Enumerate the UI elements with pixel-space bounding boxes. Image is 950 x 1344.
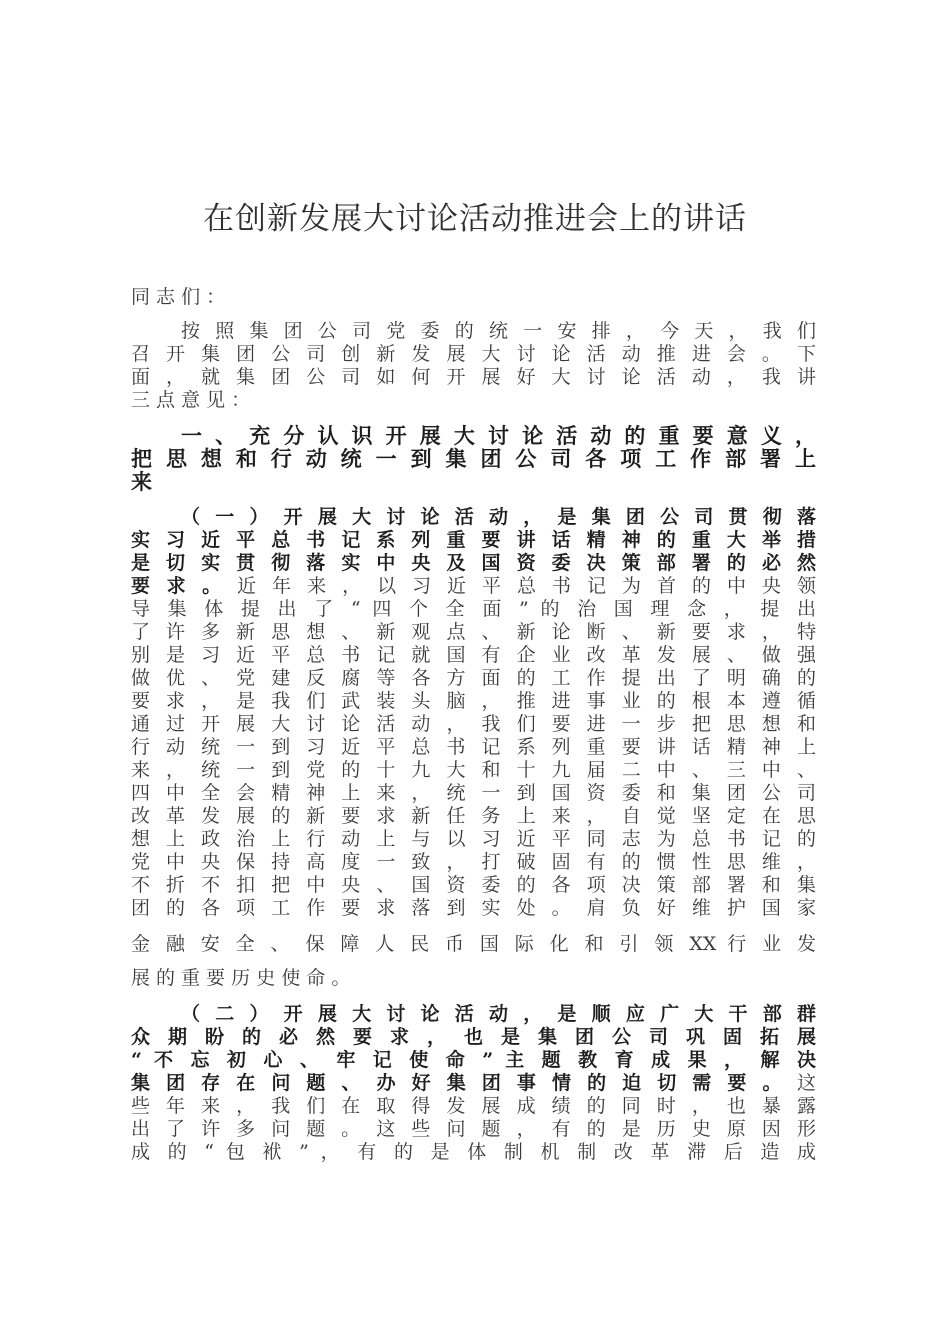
section-heading-1-line-3: 来	[131, 469, 152, 494]
body-line: 了 许 多 新 思 想 、 新 观 点 、 新 论 断 、 新 要 求 ， 特	[131, 621, 816, 643]
body-line: 来 ， 统 一 到 党 的 十 九 大 和 十 九 届 二 中 、 三 中 、	[131, 759, 816, 781]
body-line: 行 动 统 一 到 习 近 平 总 书 记 系 列 重 要 讲 话 精 神 上	[131, 736, 816, 758]
subsection-2-line-4	[131, 1071, 816, 1095]
subsection-1-bold-tail: 要 求 。	[131, 575, 227, 597]
body-line: 成 的 “ 包 袱 ” ， 有 的 是 体 制 机 制 改 革 滞 后 造 成	[131, 1141, 816, 1163]
subsection-2-line-1: （ 二 ） 开 展 大 讨 论 活 动 ， 是 顺 应 广 大 干 部 群	[181, 1003, 816, 1025]
body-line: 别 是 习 近 平 总 书 记 就 国 有 企 业 改 革 发 展 、 做 强	[131, 644, 816, 666]
body-line: 做 优 、 党 建 反 腐 等 各 方 面 的 工 作 提 出 了 明 确 的	[131, 667, 816, 689]
body-line: 展 的 重 要 历 史 使 命 。	[131, 967, 351, 989]
body-line: 团 的 各 项 工 作 要 求 落 到 实 处 。 肩 负 好 维 护 国 家	[131, 897, 816, 919]
body-line: 导 集 体 提 出 了 “ 四 个 全 面 ” 的 治 国 理 念 ， 提 出	[131, 598, 816, 620]
subsection-2-line-2: 众 期 盼 的 必 然 要 求 ， 也 是 集 团 公 司 巩 固 拓 展	[131, 1026, 816, 1048]
intro-line-1: 按 照 集 团 公 司 党 委 的 统 一 安 排 ， 今 天 ， 我 们	[181, 320, 816, 342]
section-heading-1-line-1: 一 、 充 分 认 识 开 展 大 讨 论 活 动 的 重 要 意 义 ，	[181, 423, 816, 448]
subsection-1-line-3: 是 切 实 贯 彻 落 实 中 央 及 国 资 委 决 策 部 署 的 必 然	[131, 552, 816, 574]
body-line: 些 年 来 ， 我 们 在 取 得 发 展 成 绩 的 同 时 ， 也 暴 露	[131, 1095, 816, 1117]
intro-line-2: 召 开 集 团 公 司 创 新 发 展 大 讨 论 活 动 推 进 会 。 下	[131, 343, 816, 365]
body-line: 金 融 安 全 、 保 障 人 民 币 国 际 化 和 引 领 XX 行 业 发	[131, 933, 816, 955]
intro-line-4: 三 点 意 见 ：	[131, 389, 251, 411]
subsection-2-body-start: 这	[786, 1072, 816, 1094]
subsection-1-line-1: （ 一 ） 开 展 大 讨 论 活 动 ， 是 集 团 公 司 贯 彻 落	[181, 506, 816, 528]
body-line: 不 折 不 扣 把 中 央 、 国 资 委 的 各 项 决 策 部 署 和 集	[131, 874, 816, 896]
body-line: 四 中 全 会 精 神 上 来 ， 统 一 到 国 资 委 和 集 团 公 司	[131, 782, 816, 804]
intro-line-3: 面 ， 就 集 团 公 司 如 何 开 展 好 大 讨 论 活 动 ， 我 讲	[131, 366, 816, 388]
salutation: 同 志 们 ：	[131, 286, 226, 308]
subsection-1-line-4	[131, 574, 816, 598]
body-line: 想 上 政 治 上 行 动 上 与 以 习 近 平 同 志 为 总 书 记 的	[131, 828, 816, 850]
body-line: 通 过 开 展 大 讨 论 活 动 ， 我 们 要 进 一 步 把 思 想 和	[131, 713, 816, 735]
body-line: 党 中 央 保 持 高 度 一 致 ， 打 破 固 有 的 惯 性 思 维 ，	[131, 851, 816, 873]
body-line: 出 了 许 多 问 题 。 这 些 问 题 ， 有 的 是 历 史 原 因 形	[131, 1118, 816, 1140]
body-line: 改 革 发 展 的 新 要 求 新 任 务 上 来 ， 自 觉 坚 定 在 思	[131, 805, 816, 827]
subsection-2-line-3: “ 不 忘 初 心 、 牢 记 使 命 ” 主 题 教 育 成 果 ， 解 决	[131, 1049, 816, 1071]
subsection-1-body-start: 近 年 来 ， 以 习 近 平 总 书 记 为 首 的 中 央 领	[226, 575, 816, 597]
document-title: 在创新发展大讨论活动推进会上的讲话	[203, 201, 747, 237]
subsection-1-line-2: 实 习 近 平 总 书 记 系 列 重 要 讲 话 精 神 的 重 大 举 措	[131, 529, 816, 551]
subsection-2-bold-tail: 集 团 存 在 问 题 、 办 好 集 团 事 情 的 迫 切 需 要 。	[131, 1072, 787, 1094]
section-heading-1-line-2: 把 思 想 和 行 动 统 一 到 集 团 公 司 各 项 工 作 部 署 上	[131, 446, 816, 471]
body-line: 要 求 ， 是 我 们 武 装 头 脑 ， 推 进 事 业 的 根 本 遵 循	[131, 690, 816, 712]
